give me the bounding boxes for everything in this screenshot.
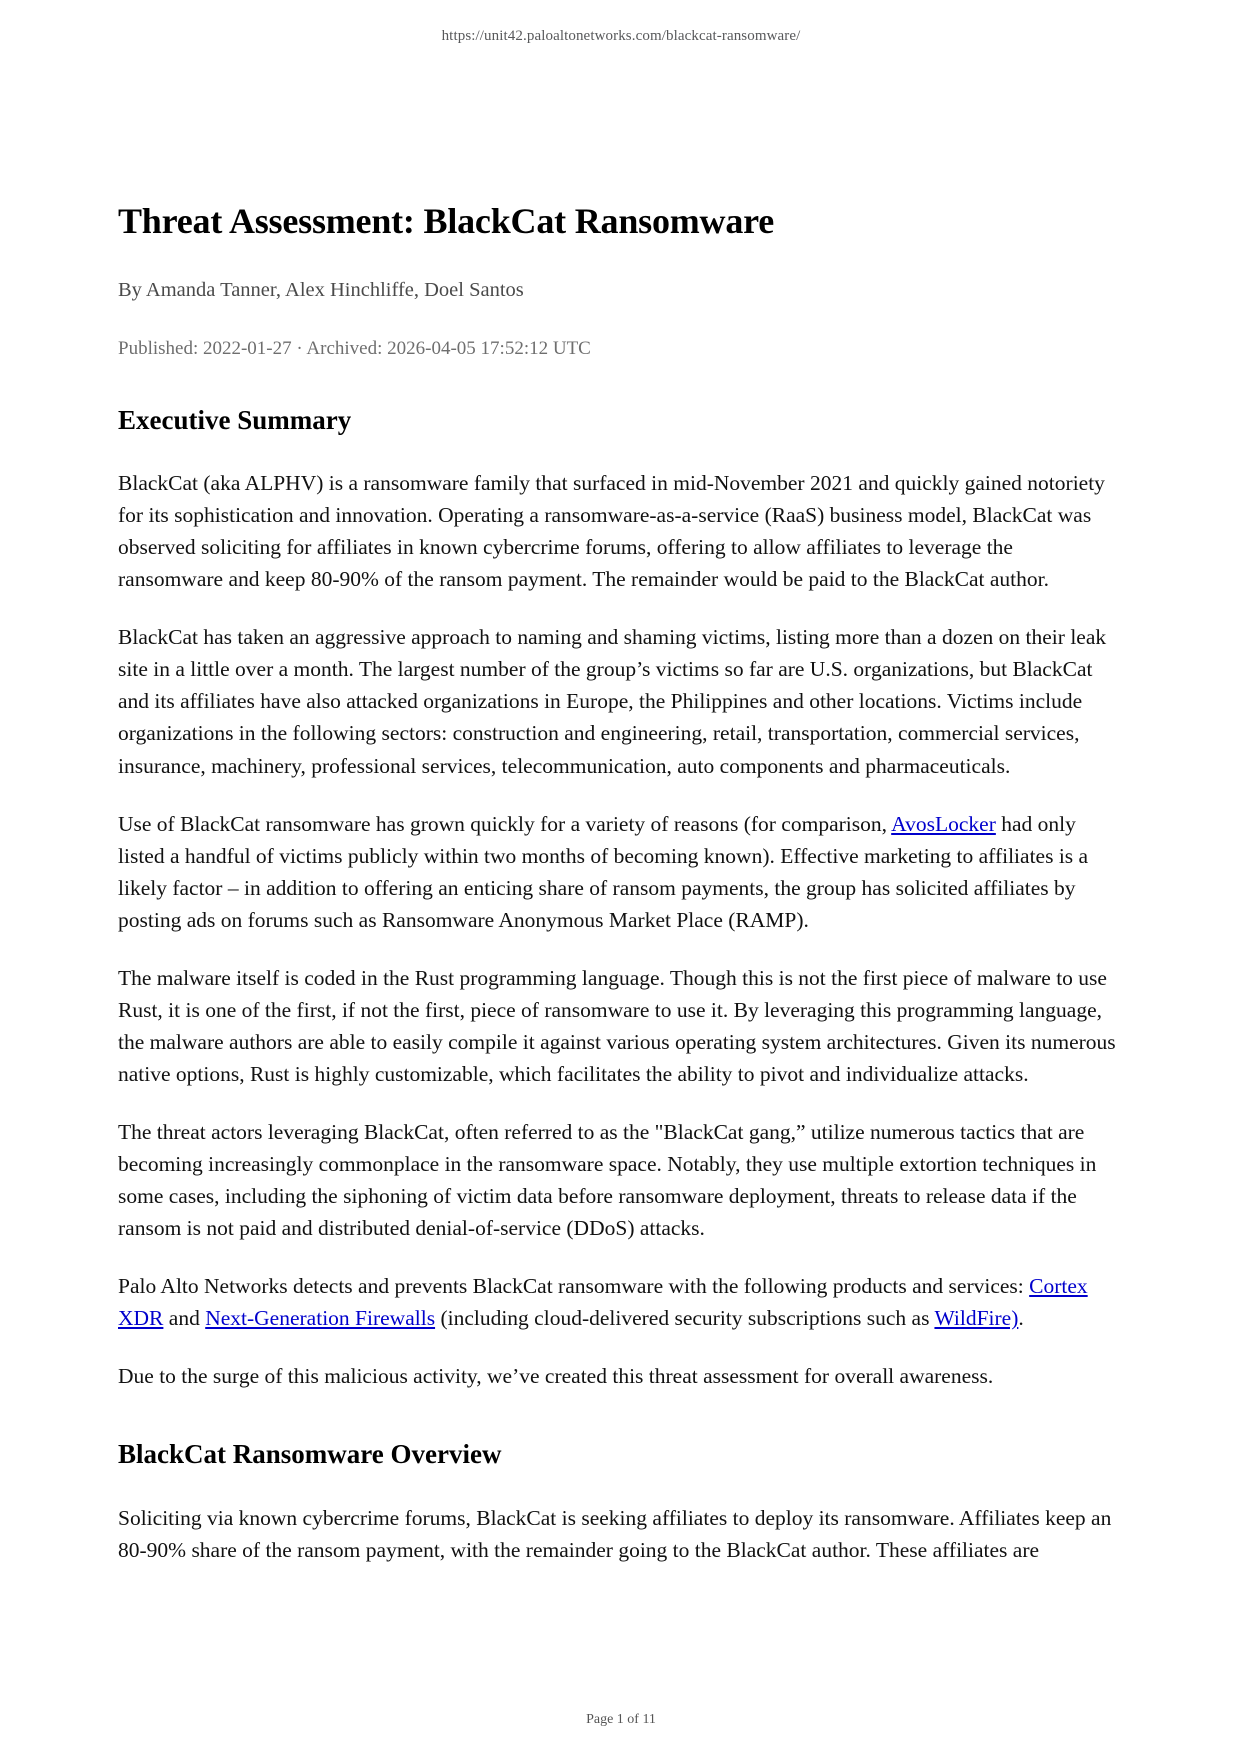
paragraph: BlackCat has taken an aggressive approach to naming and shaming victims, listing more than a dozen on their leak site in a little over a month. The largest number of the group’s victims so far are U.S. organizations, but BlackCat and its affiliates have also attacked organizations in Europe, the Philippines and other locations. Victims include organizations in the following sectors: construction and engineering, retail, transportation, commercial services, insurance, machinery, professional services, telecommunication, auto components and pharmaceuticals. [118,625,1107,778]
link-cortex-xdr[interactable]: Cortex XDR [118,1273,1088,1330]
paragraph: BlackCat (aka ALPHV) is a ransomware family that surfaced in mid-November 2021 and quickly gained notoriety for its sophistication and innovation. Operating a ransomware-as-a-service (RaaS) business model, BlackCat was observed soliciting for affiliates in known cybercrime forums, offering to allow affiliates to leverage the ransomware and keep 80-90% of the ransom payment. The remainder would be paid to the BlackCat author. [118,471,1105,592]
paragraph-with-links [118,1270,1122,1334]
source-url: https://unit42.paloaltonetworks.com/blackcat-ransomware/ [441,28,801,44]
paragraph: Soliciting via known cybercrime forums, BlackCat is seeking affiliates to deploy its ransomware. Affiliates keep an 80-90% share of the ransom payment, with the remainder going to the BlackCat author. These affiliates are [118,1505,1112,1562]
link-avoslocker[interactable]: AvosLocker [891,811,996,836]
section-heading-executive-summary: Executive Summary [118,404,352,435]
section-heading-blackcat-ransomware-overview: BlackCat Ransomware Overview [118,1439,502,1470]
text-run: had only listed a handful of victims publicly within two months of becoming known). Effective marketing to affiliates is a likely factor – in addition to offering an enticing share of ransom payments, the group has solicited affiliates by posting ads on forums such as Ransomware Anonymous Market Place (RAMP). [118,811,1089,932]
author-byline: By Amanda Tanner, Alex Hinchliffe, Doel Santos [118,279,524,302]
publication-info: Published: 2022-01-27 · Archived: 2026-04-05 17:52:12 UTC [118,337,591,359]
text-run: and [163,1305,206,1330]
paragraph: Due to the surge of this malicious activity, we’ve created this threat assessment for overall awareness. [118,1363,994,1388]
link-wildfire[interactable]: WildFire) [934,1305,1019,1330]
link-next-generation-firewalls[interactable]: Next-Generation Firewalls [205,1305,436,1330]
text-run: (including cloud-delivered security subscriptions such as [435,1305,935,1330]
page-footer: Page 1 of 11 [586,1712,656,1727]
text-run: Use of BlackCat ransomware has grown quickly for a variety of reasons (for comparison, [118,811,892,836]
paragraph: The threat actors leveraging BlackCat, often referred to as the "BlackCat gang,” utilize numerous tactics that are becoming increasingly commonplace in the ransomware space. Notably, they use multiple extortion techniques in some cases, including the siphoning of victim data before ransomware deployment, threats to release data if the ransom is not paid and distributed denial-of-service (DDoS) attacks. [118,1119,1097,1240]
document-content [118,200,1122,1566]
page-title: Threat Assessment: BlackCat Ransomware [118,201,775,241]
text-run: Palo Alto Networks detects and prevents BlackCat ransomware with the following products and services: [118,1273,1030,1298]
paragraph: The malware itself is coded in the Rust programming language. Though this is not the first piece of malware to use Rust, it is one of the first, if not the first, piece of ransomware to use it. By leveraging this programming language, the malware authors are able to easily compile it against various operating system architectures. Given its numerous native options, Rust is highly customizable, which facilitates the ability to pivot and individualize attacks. [118,965,1116,1086]
text-run: . [1018,1305,1024,1330]
paragraph-with-links [118,808,1122,936]
